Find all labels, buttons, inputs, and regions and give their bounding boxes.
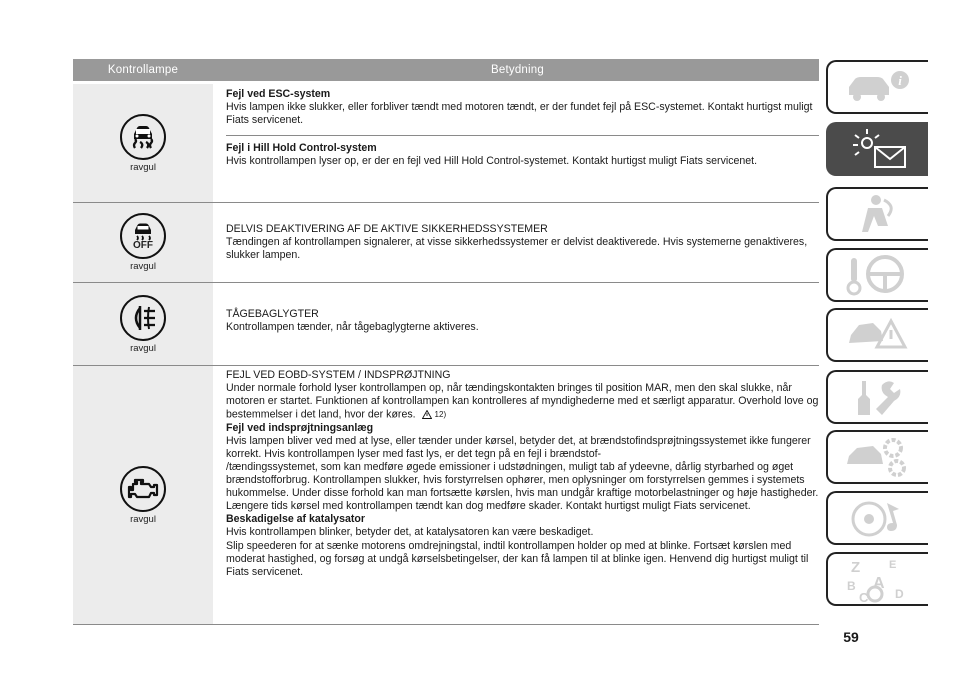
car-crash-warning-icon xyxy=(843,313,913,357)
car-gears-icon xyxy=(843,434,913,480)
sub-text: Hvis kontrollampen blinker, betyder det, at katalysatoren kan være beskadiget. xyxy=(226,526,594,539)
table-row xyxy=(73,366,819,625)
car-info-icon xyxy=(843,67,913,107)
tab-starting-driving[interactable] xyxy=(826,248,928,302)
tab-emergency[interactable] xyxy=(826,308,928,362)
row-text: Kontrollampen tænder, når tågebaglygterne aktiveres. xyxy=(226,321,479,334)
tab-multimedia[interactable] xyxy=(826,491,928,545)
table-row xyxy=(73,203,819,283)
sub-title: Fejl ved indsprøjtningsanlæg xyxy=(226,421,374,434)
svg-text:E: E xyxy=(889,559,897,571)
table-header xyxy=(73,59,819,81)
row-heading: TÅGEBAGLYGTER xyxy=(226,308,319,320)
svg-text:B: B xyxy=(847,579,856,593)
svg-text:C: C xyxy=(859,590,869,604)
off-text: OFF xyxy=(133,240,153,251)
svg-text:A: A xyxy=(873,575,885,592)
sub-text: Slip speederen for at sænke motorens omdrejningstal, indtil kontrollampen holder op med at blinke. Fortsæt kørslen med moderat hastighed, og forsøg at undgå kørselsbetingelser, der kan få lampen til at blinke igen. Henvend dig hurtigst muligt til Fiats servicenet. xyxy=(226,539,809,578)
lamp-color: ravgul xyxy=(130,261,156,272)
page-number: 59 xyxy=(843,629,859,645)
row-heading: FEJL VED EOBD-SYSTEM / INDSPRØJTNING xyxy=(226,369,451,381)
sub-text: Hvis lampen bliver ved med at lyse, eller tænder under kørsel, betyder det, at brændstofindsprøjtningssystemet ikke fungerer korrekt. Hvis kontrollampen lyser med fast lys, er det tegn på en fejl i brændstof- xyxy=(226,434,811,460)
warning-lights-table xyxy=(73,59,819,625)
media-navigation-icon xyxy=(843,495,913,541)
tab-warning-lights[interactable] xyxy=(826,122,928,176)
meaning-cell xyxy=(213,366,819,624)
row-text: Tændingen af kontrollampen signalerer, at visse sikkerhedssystemer er delvist deaktiverede. Hvis systemerne genaktiveres, slukker lampen. xyxy=(226,236,808,262)
sub-text: /tændingssystemet, som kan medføre øgede emissioner i udstødningen, muligt tab af ydeevne, dårlig styrbarhed og øget brændstofforbrug. Kontrollampen slukker, hvis forstyrrelsen ophører, men oplysninger om forstyrrelsen gemmes i systemets hukommelse. Under disse forhold kan man fortsætte kørslen, hvis man undgår kraftige motorbelastninger og høje hastigheder. Længere tids kørsel med kontrollampen tændt kan dog medføre skader. Kontakt hurtigst muligt Fiats servicenet. xyxy=(226,461,819,513)
warning-ref-number: 12) xyxy=(434,410,447,420)
svg-text:i: i xyxy=(898,73,902,88)
block-text: Hvis lampen ikke slukker, eller forbliver tændt med motoren tændt, er der fundet fejl på ESC-systemet. Kontakt hurtigst muligt Fiats servicenet. xyxy=(226,101,813,127)
meaning-cell xyxy=(213,283,819,365)
tab-alphabetical-index[interactable] xyxy=(826,552,928,606)
header-meaning: Betydning xyxy=(491,64,544,76)
block-text: Hvis kontrollampen lyser op, er der en fejl ved Hill Hold Control-systemet. Kontakt hurtigst muligt Fiats servicenet. xyxy=(226,155,758,168)
table-row xyxy=(73,84,819,203)
warning-triangle-icon xyxy=(422,410,432,419)
warning-reference xyxy=(422,408,447,421)
lamp-color: ravgul xyxy=(130,161,156,173)
svg-text:D: D xyxy=(895,587,904,601)
steering-wheel-key-icon xyxy=(843,252,913,298)
meaning-cell xyxy=(213,203,819,282)
lamp-cell xyxy=(73,203,213,282)
header-lamp: Kontrollampe xyxy=(107,64,179,76)
meaning-cell xyxy=(213,84,819,202)
alphabet-index-icon xyxy=(843,554,913,604)
lamp-color: ravgul xyxy=(130,342,156,354)
esc-off-icon xyxy=(120,213,166,259)
tab-car-info[interactable] xyxy=(826,60,928,114)
warning-light-message-icon xyxy=(843,127,913,171)
lamp-color: ravgul xyxy=(130,513,156,525)
sub-title: Beskadigelse af katalysator xyxy=(226,513,365,526)
svg-text:Z: Z xyxy=(851,559,861,576)
rear-fog-lamp-icon xyxy=(120,295,166,341)
block-title: Fejl ved ESC-system xyxy=(226,88,331,100)
seat-airbag-icon xyxy=(848,192,908,236)
row-heading: DELVIS DEAKTIVERING AF DE AKTIVE SIKKERHEDSSYSTEMER xyxy=(226,223,548,235)
wrench-tools-icon xyxy=(848,375,908,419)
esc-skid-icon xyxy=(120,114,166,160)
row-text: Under normale forhold lyser kontrollampen op, når tændingskontakten bringes til position MAR, men den skal slukke, når motoren er startet. Funktionen af kontrollampen kan kontrolleres af myndighederne med et særligt apparatur. Overhold love og bestemmelser i det land, hvor der køres. xyxy=(226,382,819,421)
lamp-cell xyxy=(73,366,213,624)
tab-safety[interactable] xyxy=(826,187,928,241)
tab-maintenance[interactable] xyxy=(826,370,928,424)
block-title: Fejl i Hill Hold Control-system xyxy=(226,142,377,155)
lamp-cell xyxy=(73,84,213,202)
lamp-cell xyxy=(73,283,213,365)
engine-check-icon xyxy=(120,466,166,512)
table-row xyxy=(73,283,819,366)
tab-technical-data[interactable] xyxy=(826,430,928,484)
